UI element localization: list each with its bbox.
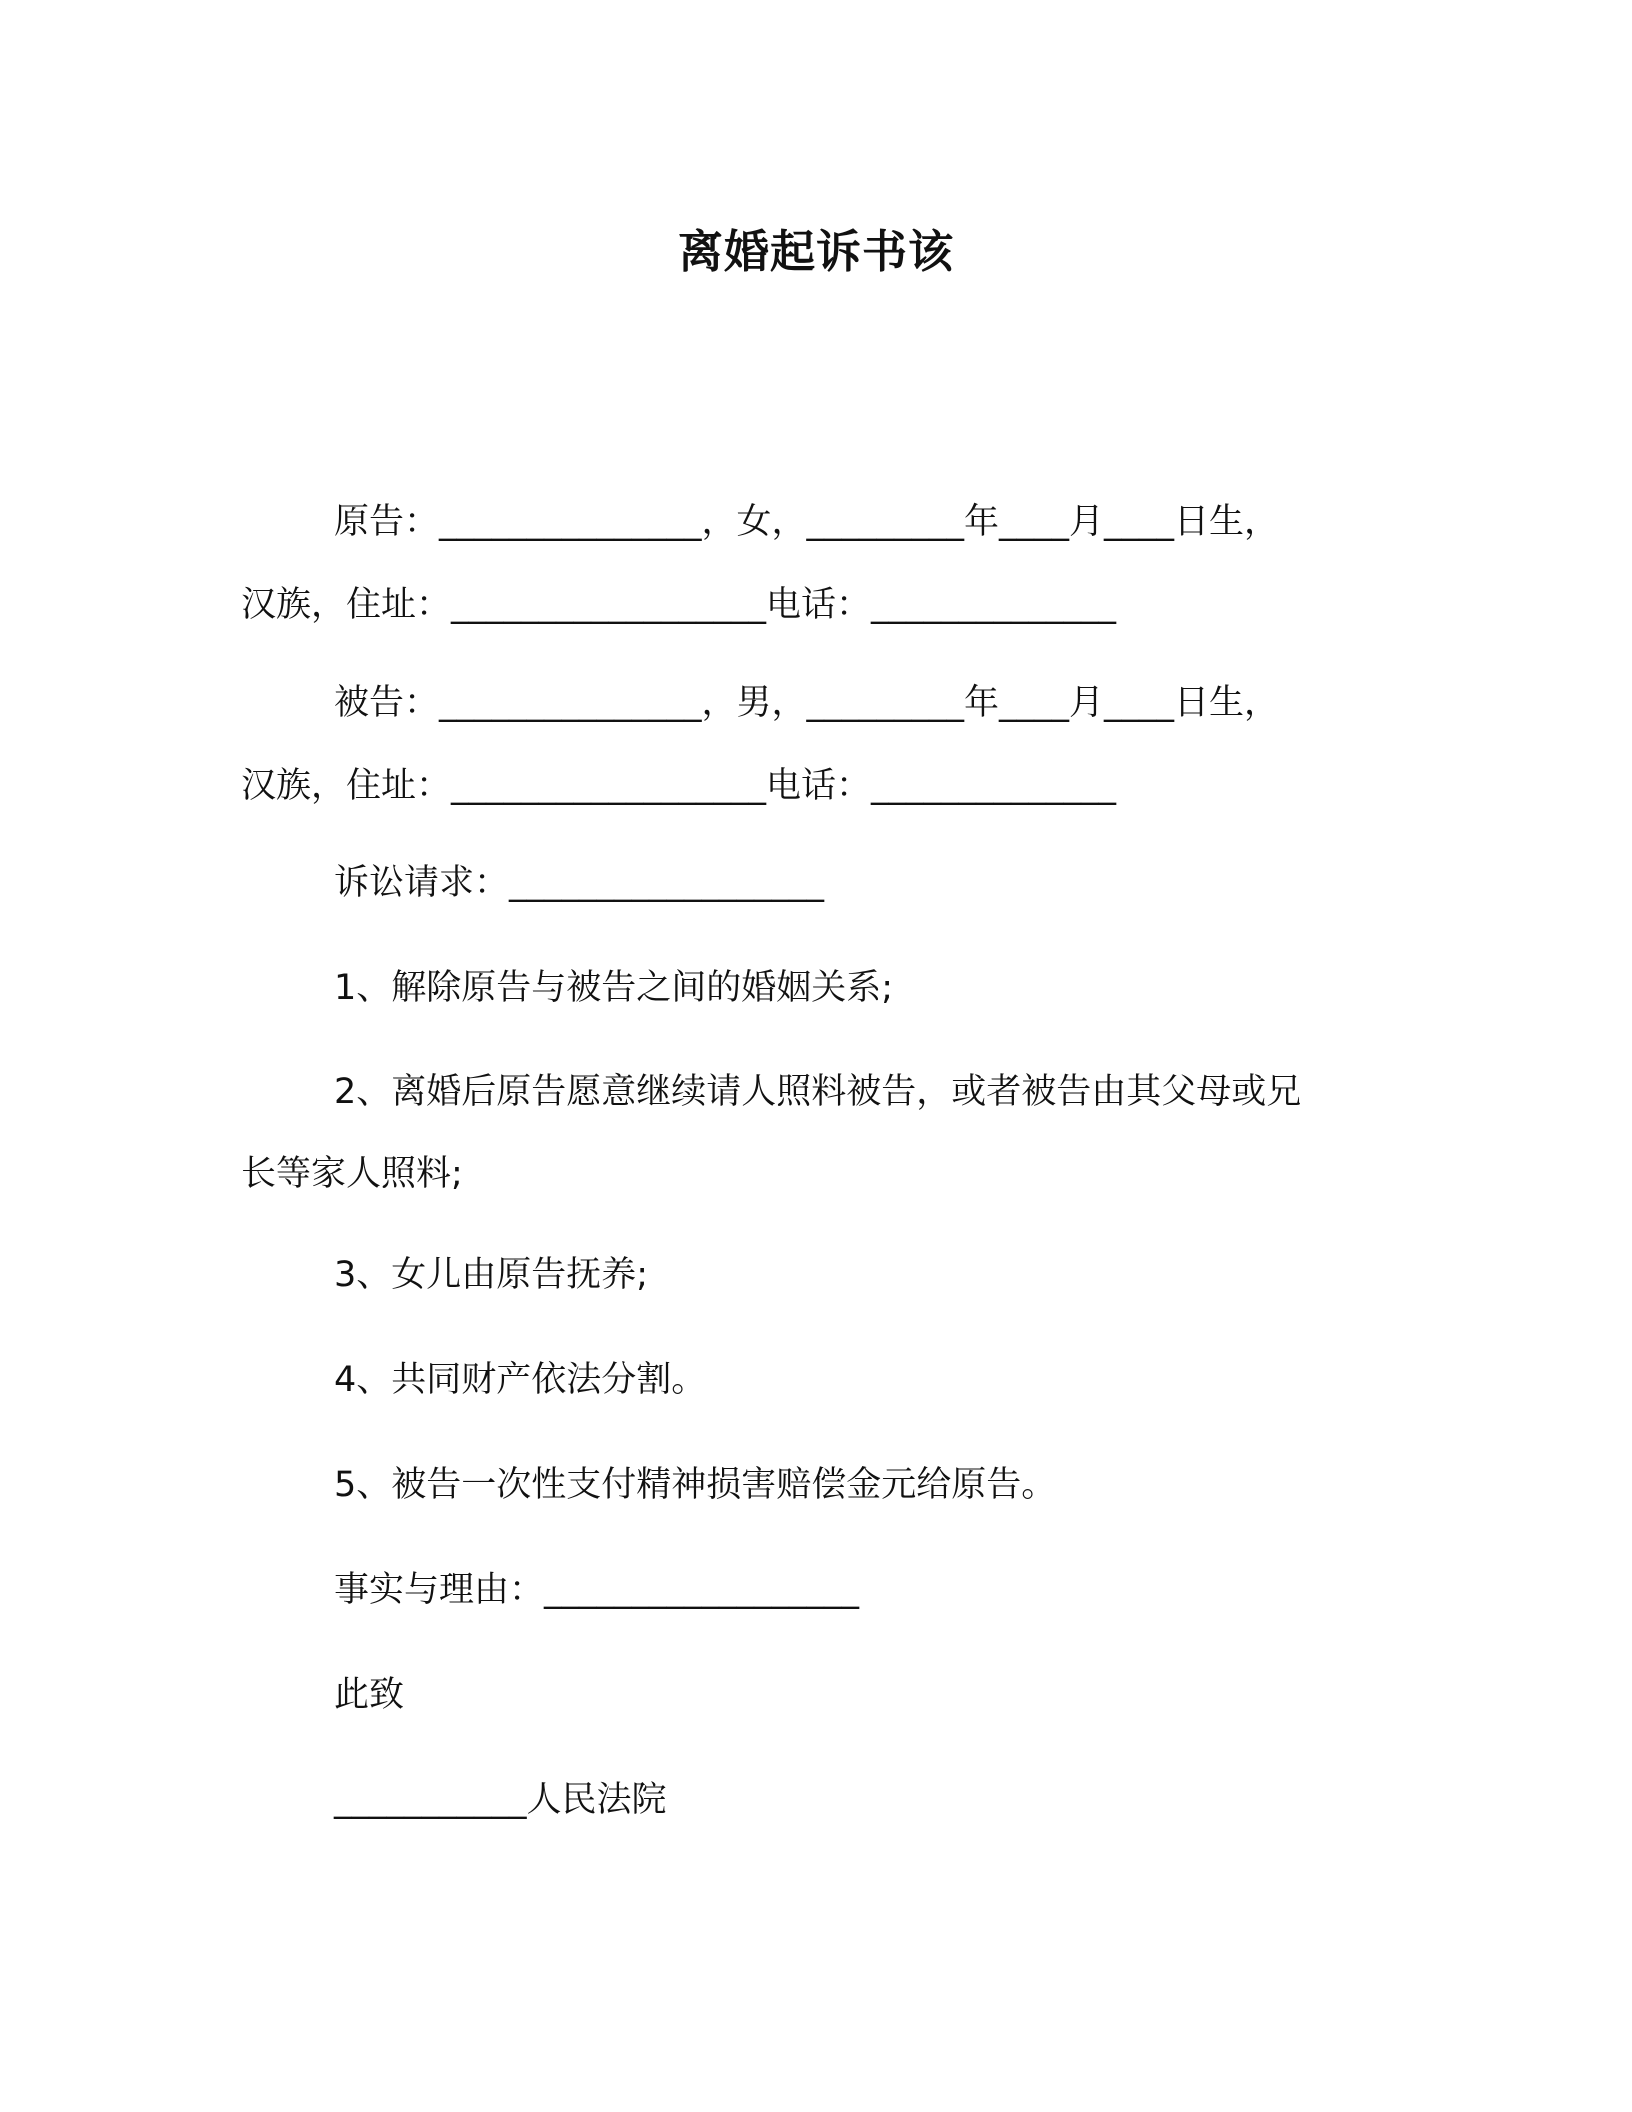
claim-item-2: 2、离婚后原告愿意继续请人照料被告，或者被告由其父母或兄 <box>334 1072 1302 1112</box>
court-line: ___________人民法院 <box>334 1780 667 1820</box>
claim-item-4: 4、共同财产依法分割。 <box>334 1360 707 1400</box>
claim-item-1: 1、解除原告与被告之间的婚姻关系; <box>334 968 894 1008</box>
salutation-line: 此致 <box>334 1675 405 1715</box>
document-title: 离婚起诉书该 <box>677 225 954 278</box>
plaintiff-address-line: 汉族，住址：__________________电话：______________ <box>241 585 1117 625</box>
claim-item-3: 3、女儿由原告抚养; <box>334 1255 649 1295</box>
defendant-address-line: 汉族，住址：__________________电话：______________ <box>241 766 1117 806</box>
defendant-line: 被告：_______________，男，_________年____月____日生， <box>334 683 1280 723</box>
plaintiff-line: 原告：_______________，女，_________年____月____日生， <box>334 502 1280 542</box>
claims-heading: 诉讼请求：__________________ <box>334 863 825 903</box>
claim-item-2-continued: 长等家人照料; <box>241 1154 463 1194</box>
facts-and-reasons-line: 事实与理由：__________________ <box>334 1570 860 1610</box>
claim-item-5: 5、被告一次性支付精神损害赔偿金元给原告。 <box>334 1465 1057 1505</box>
